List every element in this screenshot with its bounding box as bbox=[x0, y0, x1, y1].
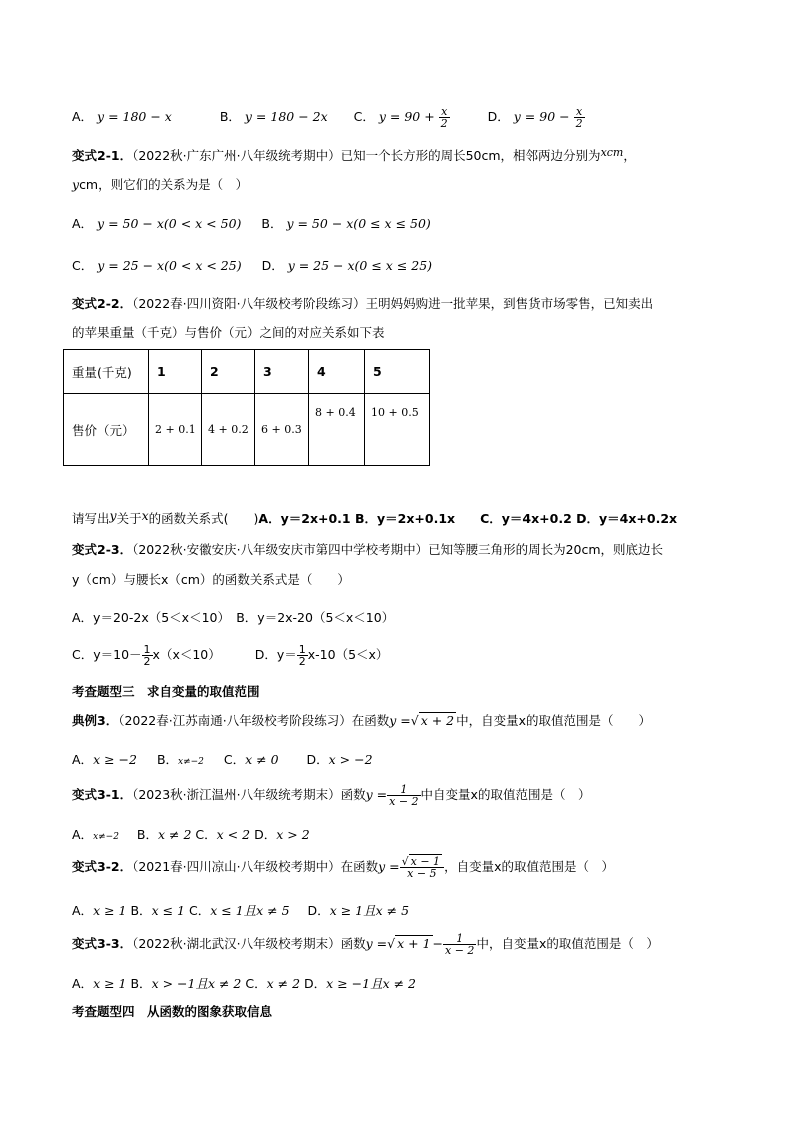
v21-options-ab bbox=[72, 214, 431, 232]
v21-stem-line1 bbox=[72, 146, 636, 164]
v32-opt-d-label: D． bbox=[307, 903, 330, 918]
table-cell: 4 bbox=[309, 350, 365, 394]
table-header-price: 售价（元） bbox=[64, 394, 149, 466]
table-cell: 2 bbox=[202, 350, 255, 394]
ex3-opt-c-label: C． bbox=[223, 752, 246, 767]
table-cell: 5 bbox=[365, 350, 430, 394]
v31-stem bbox=[72, 784, 590, 807]
v33-fraction: $\frac{1}{x - 2}$ bbox=[445, 932, 475, 957]
v31-opt-c-label: C． bbox=[195, 827, 217, 842]
v23-stem2: y（cm）与腰长x（cm）的函数关系式是（ ） bbox=[72, 572, 350, 587]
ex3-stem-post: 中，自变量x的取值范围是（ ） bbox=[456, 713, 652, 728]
v32-func: y = bbox=[378, 859, 400, 874]
v33-opt-b-label: B． bbox=[130, 976, 152, 991]
v31-opt-c-expr: x < 2 bbox=[216, 827, 251, 842]
v21-opt-a-expr: y = 50 − x(0 < x < 50) bbox=[97, 216, 242, 231]
v32-opt-c-label: C． bbox=[188, 903, 211, 918]
ex3-opt-d-label: D． bbox=[306, 752, 329, 767]
v33-options bbox=[72, 974, 416, 992]
option-a-label: A． bbox=[72, 109, 94, 124]
v23-options-cd bbox=[72, 644, 388, 667]
v23-options-ab-text: A．y＝20-2x（5＜x＜10） B．y＝2x-20（5＜x＜10） bbox=[72, 610, 395, 625]
option-d-fraction: $\frac{x}{2}$ bbox=[575, 105, 583, 130]
v32-stem bbox=[72, 856, 614, 879]
table-row bbox=[64, 394, 430, 466]
table-cell: 3 bbox=[255, 350, 309, 394]
v22-q-y: y bbox=[109, 508, 117, 523]
v23-opt-d-pre: D．y＝ bbox=[254, 647, 297, 662]
v23-stem-line2 bbox=[72, 570, 350, 588]
ex3-opt-b-label: B． bbox=[156, 752, 179, 767]
v33-opt-b-expr: x > −1且x ≠ 2 bbox=[151, 976, 242, 991]
v31-options bbox=[72, 825, 310, 843]
v33-opt-a-label: A． bbox=[72, 976, 94, 991]
v22-stem2: 的苹果重量（千克）与售价（元）之间的对应关系如下表 bbox=[72, 325, 385, 340]
v33-opt-c-label: C． bbox=[245, 976, 267, 991]
v21-opt-d-label: D． bbox=[261, 258, 284, 273]
v21-stem-line2 bbox=[72, 175, 248, 193]
v22-question-line bbox=[72, 508, 677, 527]
sqrt-icon: √ bbox=[401, 855, 409, 868]
ex3-sqrt-expr: x + 2 bbox=[420, 713, 455, 728]
v22-options: A．y＝2x+0.1 B．y＝2x+0.1x C．y＝4x+0.2 D．y＝4x+0.2x bbox=[258, 511, 678, 526]
v22-label: 变式2-2． bbox=[72, 296, 133, 311]
table-cell: 2 + 0.1 bbox=[149, 394, 202, 466]
ex3-func: y = bbox=[389, 713, 411, 728]
v31-stem-post: 中自变量x的取值范围是（ ） bbox=[420, 787, 591, 802]
v23-stem1: （2022秋·安徽安庆·八年级安庆市第四中学校考期中）已知等腰三角形的周长为20cm，则底边长 bbox=[132, 542, 664, 557]
v31-opt-b-expr: x ≠ 2 bbox=[158, 827, 192, 842]
v23-opt-c-fraction: $\frac{1}{2}$ bbox=[143, 643, 151, 668]
v22-stem-line2 bbox=[72, 323, 385, 341]
v31-stem-pre: （2023秋·浙江温州·八年级统考期末）函数 bbox=[132, 787, 366, 802]
v21-y-var: y bbox=[72, 177, 80, 192]
v22-q-mid: 关于 bbox=[116, 511, 142, 526]
ex3-label: 典例3． bbox=[72, 713, 119, 728]
v32-opt-a-expr: x ≥ 1 bbox=[93, 903, 127, 918]
ex3-opt-d-expr: x > −2 bbox=[328, 752, 373, 767]
v21-opt-c-label: C． bbox=[72, 258, 94, 273]
table-cell: 1 bbox=[149, 350, 202, 394]
section-3-title: 考查题型三 求自变量的取值范围 bbox=[72, 684, 260, 699]
v21-options-cd bbox=[72, 256, 432, 274]
table-cell: 6 + 0.3 bbox=[255, 394, 309, 466]
v21-label: 变式2-1． bbox=[72, 148, 133, 163]
v32-opt-c-expr: x ≤ 1且x ≠ 5 bbox=[210, 903, 290, 918]
v32-fraction: $\frac{√ x - 1}{x - 5}$ bbox=[400, 856, 444, 879]
v21-opt-d-expr: y = 25 − x(0 ≤ x ≤ 25) bbox=[287, 258, 433, 273]
v23-label: 变式2-3． bbox=[72, 542, 133, 557]
ex3-opt-a-label: A． bbox=[72, 752, 94, 767]
v32-options bbox=[72, 901, 409, 919]
prev-question-options bbox=[72, 106, 585, 129]
ex3-options bbox=[72, 750, 373, 768]
v33-label: 变式3-3． bbox=[72, 936, 133, 951]
v23-opt-d-post: x-10（5＜x） bbox=[307, 647, 389, 662]
sqrt-icon: √ bbox=[387, 936, 396, 951]
v31-opt-b-label: B． bbox=[136, 827, 158, 842]
ex3-opt-c-expr: x ≠ 0 bbox=[245, 752, 279, 767]
v21-opt-b-expr: y = 50 − x(0 ≤ x ≤ 50) bbox=[286, 216, 431, 231]
option-c-expr: y = 90 + bbox=[378, 109, 435, 124]
v33-stem-post: 中，自变量x的取值范围是（ ） bbox=[476, 936, 659, 951]
v22-stem1: （2022春·四川资阳·八年级校考阶段练习）王明妈妈购进一批苹果，到售货市场零售，已知卖出 bbox=[132, 296, 654, 311]
ex3-opt-a-expr: x ≥ −2 bbox=[93, 752, 137, 767]
v22-q-post: 的函数关系式( ) bbox=[148, 511, 259, 526]
table-cell: 10 + 0.5 bbox=[365, 394, 430, 466]
v23-stem-line1 bbox=[72, 540, 663, 558]
v22-stem-line1 bbox=[72, 294, 653, 312]
v33-opt-d-label: D． bbox=[304, 976, 327, 991]
v32-opt-a-label: A． bbox=[72, 903, 94, 918]
v32-stem-pre: （2021春·四川凉山·八年级校考期中）在函数 bbox=[132, 859, 379, 874]
v32-opt-b-expr: x ≤ 1 bbox=[151, 903, 185, 918]
v33-func: y = bbox=[365, 936, 388, 951]
v32-opt-b-label: B． bbox=[130, 903, 152, 918]
v21-comma: ， bbox=[623, 148, 636, 163]
sqrt-icon: √ bbox=[410, 713, 419, 728]
v22-q-pre: 请写出 bbox=[72, 511, 110, 526]
table-cell: 8 + 0.4 bbox=[309, 394, 365, 466]
option-d-expr: y = 90 − bbox=[513, 109, 570, 124]
weight-price-table bbox=[63, 349, 430, 466]
v21-opt-a-label: A． bbox=[72, 216, 94, 231]
v23-opt-c-pre: C．y＝10－ bbox=[72, 647, 142, 662]
v31-fraction: $\frac{1}{x - 2}$ bbox=[389, 783, 419, 808]
v23-options-ab bbox=[72, 608, 394, 626]
option-b-label: B． bbox=[219, 109, 241, 124]
option-c-fraction: $\frac{x}{2}$ bbox=[440, 105, 448, 130]
option-c-label: C． bbox=[353, 109, 375, 124]
section-4-title: 考查题型四 从函数的图象获取信息 bbox=[72, 1004, 273, 1019]
option-b-expr: y = 180 − 2x bbox=[244, 109, 328, 124]
v21-stem2: cm，则它们的关系为是（ ） bbox=[79, 177, 249, 192]
v22-q-x: x bbox=[141, 508, 149, 523]
v21-x-unit: xcm bbox=[600, 146, 624, 159]
v33-opt-d-expr: x ≥ −1且x ≠ 2 bbox=[326, 976, 416, 991]
v23-opt-d-fraction: $\frac{1}{2}$ bbox=[298, 643, 306, 668]
ex3-stem-pre: （2022春·江苏南通·八年级校考阶段练习）在函数 bbox=[118, 713, 390, 728]
v31-opt-d-label: D． bbox=[254, 827, 277, 842]
v32-opt-d-expr: x ≥ 1且x ≠ 5 bbox=[329, 903, 410, 918]
ex3-opt-b-expr: x≠−2 bbox=[178, 757, 204, 767]
v31-func: y = bbox=[365, 787, 388, 802]
v21-stem1: （2022秋·广东广州·八年级统考期中）已知一个长方形的周长50cm，相邻两边分别为 bbox=[132, 148, 601, 163]
v33-opt-c-expr: x ≠ 2 bbox=[266, 976, 301, 991]
v32-label: 变式3-2． bbox=[72, 859, 133, 874]
table-header-weight: 重量(千克) bbox=[64, 350, 149, 394]
v21-opt-b-label: B． bbox=[261, 216, 283, 231]
v33-stem bbox=[72, 933, 659, 956]
v31-opt-a-expr: x≠−2 bbox=[93, 832, 119, 842]
option-d-label: D． bbox=[487, 109, 510, 124]
v23-opt-c-post: x（x＜10） bbox=[152, 647, 221, 662]
v33-sqrt-expr: x + 1 bbox=[397, 936, 431, 951]
v33-stem-pre: （2022秋·湖北武汉·八年级校考期末）函数 bbox=[132, 936, 366, 951]
v21-opt-c-expr: y = 25 − x(0 < x < 25) bbox=[97, 258, 242, 273]
v32-stem-post: ，自变量x的取值范围是（ ） bbox=[444, 859, 614, 874]
table-row bbox=[64, 350, 430, 394]
ex3-stem bbox=[72, 711, 651, 729]
v31-opt-d-expr: x > 2 bbox=[276, 827, 310, 842]
option-a-expr: y = 180 − x bbox=[97, 109, 172, 124]
table-cell: 4 + 0.2 bbox=[202, 394, 255, 466]
v33-minus: − bbox=[432, 936, 444, 951]
v33-opt-a-expr: x ≥ 1 bbox=[93, 976, 127, 991]
v31-opt-a-label: A． bbox=[72, 827, 94, 842]
v31-label: 变式3-1． bbox=[72, 787, 133, 802]
